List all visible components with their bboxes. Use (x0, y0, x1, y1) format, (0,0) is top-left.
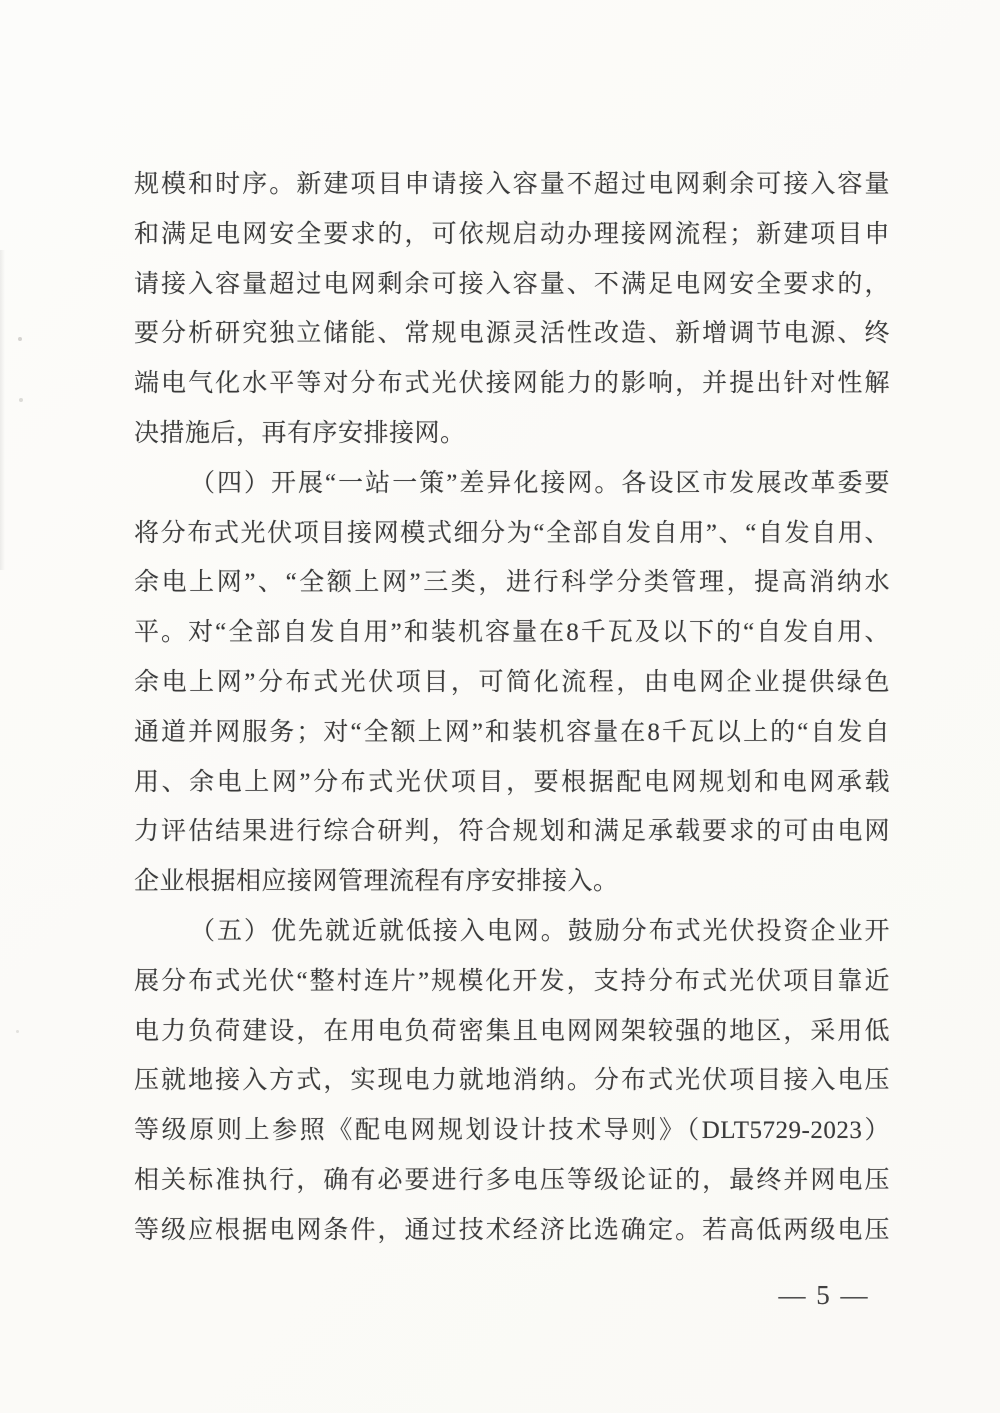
text-line: 和满足电网安全要求的，可依规启动办理接网流程；新建项目申 (134, 220, 890, 248)
text-line: 余电上网”、“全额上网”三类，进行科学分类管理，提高消纳水 (134, 569, 890, 597)
scan-speck (18, 337, 22, 341)
text-line: 展分布式光伏“整村连片”规模化开发，支持分布式光伏项目靠近 (134, 967, 890, 995)
text-line: 要分析研究独立储能、常规电源灵活性改造、新增调节电源、终 (134, 320, 890, 348)
text-line: 压就地接入方式，实现电力就地消纳。分布式光伏项目接入电压 (134, 1067, 890, 1095)
text-line: 相关标准执行，确有必要进行多电压等级论证的，最终并网电压 (134, 1166, 890, 1194)
scan-edge-shadow (0, 250, 5, 570)
scan-speck (16, 1030, 19, 1033)
text-line: 通道并网服务；对“全额上网”和装机容量在8千瓦以上的“自发自 (134, 718, 890, 746)
text-line: 请接入容量超过电网剩余可接入容量、不满足电网安全要求的， (134, 270, 890, 298)
text-line: 端电气化水平等对分布式光伏接网能力的影响，并提出针对性解 (134, 370, 890, 398)
text-line: 电力负荷建设，在用电负荷密集且电网网架较强的地区，采用低 (134, 1017, 890, 1045)
scan-speck (19, 398, 23, 402)
document-body (134, 160, 890, 1256)
text-line: 余电上网”分布式光伏项目，可简化流程，由电网企业提供绿色 (134, 668, 890, 696)
paragraph-item-five (134, 907, 890, 1256)
text-line: 等级应根据电网条件，通过技术经济比选确定。若高低两级电压 (134, 1216, 890, 1244)
text-line: 将分布式光伏项目接网模式细分为“全部自发自用”、“自发自用、 (134, 519, 890, 547)
text-line: 平。对“全部自发自用”和装机容量在8千瓦及以下的“自发自用、 (134, 619, 890, 647)
text-line: （五）优先就近就低接入电网。鼓励分布式光伏投资企业开 (190, 917, 890, 945)
text-line: 用、余电上网”分布式光伏项目，要根据配电网规划和电网承载 (134, 768, 890, 796)
paragraph-continuation (134, 160, 890, 459)
page-number: — 5 — (778, 1280, 870, 1310)
text-line: 决措施后，再有序安排接网。 (134, 419, 466, 447)
text-line: 等级原则上参照《配电网规划设计技术导则》（DLT5729-2023） (134, 1117, 890, 1145)
text-line: 企业根据相应接网管理流程有序安排接入。 (134, 868, 619, 896)
text-line: 力评估结果进行综合研判，符合规划和满足承载要求的可由电网 (134, 818, 890, 846)
text-line: 规模和时序。新建项目申请接入容量不超过电网剩余可接入容量 (134, 171, 890, 198)
paragraph-item-four (134, 459, 890, 907)
text-line: （四）开展“一站一策”差异化接网。各设区市发展改革委要 (190, 469, 890, 497)
